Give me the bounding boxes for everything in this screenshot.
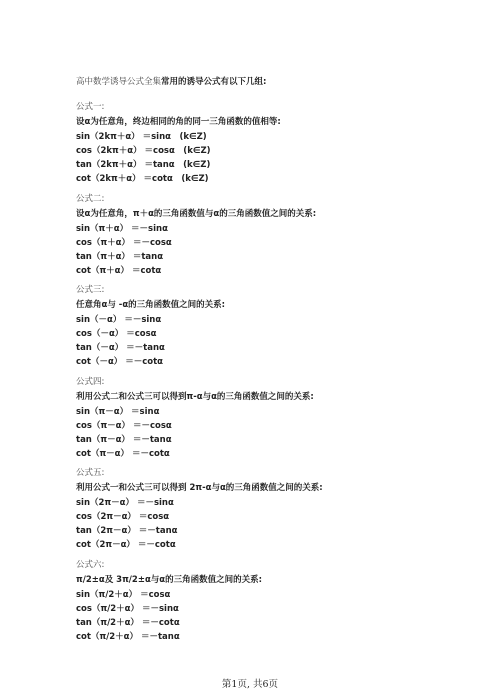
formula-line: cot（2kπ＋α） ＝cotα (k∈Z) xyxy=(76,174,209,184)
formula-line: sin（π/2＋α） ＝cosα xyxy=(76,590,171,600)
formula-line: cos（－α） ＝cosα xyxy=(76,329,157,339)
section-heading: 公式一: xyxy=(76,102,105,112)
formula-line: cot（2π－α） ＝－cotα xyxy=(76,540,176,550)
section-heading: 公式三: xyxy=(76,285,105,295)
formula-line: cos（2π－α） ＝cosα xyxy=(76,512,170,522)
formula-line: sin（－α） ＝－sinα xyxy=(76,315,162,325)
formula-line: cos（π－α） ＝－cosα xyxy=(76,421,172,431)
formula-line: cot（－α） ＝－cotα xyxy=(76,357,164,367)
intro-line xyxy=(76,76,266,88)
section-description: 利用公式一和公式三可以得到 2π-α与α的三角函数值之间的关系: xyxy=(76,483,323,493)
formula-line: cos（2kπ＋α） ＝cosα (k∈Z) xyxy=(76,146,211,156)
page-number-footer: 第1页, 共6页 xyxy=(221,679,279,690)
formula-section-3 xyxy=(76,284,476,370)
section-description: π/2±α及 3π/2±α与α的三角函数值之间的关系: xyxy=(76,575,263,585)
formula-line: cot（π/2＋α） ＝－tanα xyxy=(76,632,180,642)
formula-section-4 xyxy=(76,376,476,462)
formula-section-2 xyxy=(76,193,476,279)
section-heading: 公式五: xyxy=(76,468,105,478)
section-heading: 公式六: xyxy=(76,560,105,570)
formula-line: tan（π－α） ＝－tanα xyxy=(76,435,172,445)
intro-subtitle: 常用的诱导公式有以下几组: xyxy=(161,77,267,87)
formula-line: tan（2kπ＋α） ＝tanα (k∈Z) xyxy=(76,160,211,170)
formula-line: sin（π＋α） ＝－sinα xyxy=(76,224,168,234)
section-description: 设α为任意角，终边相同的角的同一三角函数的值相等: xyxy=(76,117,281,127)
section-heading: 公式四: xyxy=(76,377,105,387)
formula-line: tan（π/2＋α） ＝－cotα xyxy=(76,618,180,628)
section-heading: 公式二: xyxy=(76,194,105,204)
formula-line: cot（π－α） ＝－cotα xyxy=(76,449,170,459)
formula-line: tan（－α） ＝－tanα xyxy=(76,343,165,353)
formula-line: tan（2π－α） ＝－tanα xyxy=(76,526,178,536)
formula-line: cos（π＋α） ＝－cosα xyxy=(76,238,172,248)
formula-section-1 xyxy=(76,101,476,187)
formula-section-6 xyxy=(76,559,476,645)
formula-line: tan（π＋α） ＝tanα xyxy=(76,252,164,262)
formula-section-5 xyxy=(76,467,476,553)
formula-line: sin（π－α） ＝sinα xyxy=(76,407,160,417)
section-description: 设α为任意角，π＋α的三角函数值与α的三角函数值之间的关系: xyxy=(76,209,317,219)
intro-title: 高中数学诱导公式全集 xyxy=(76,77,162,87)
section-description: 任意角α与 -α的三角函数值之间的关系: xyxy=(76,300,226,310)
formula-line: cot（π＋α） ＝cotα xyxy=(76,266,162,276)
formula-line: cos（π/2＋α） ＝－sinα xyxy=(76,604,179,614)
formula-line: sin（2π－α） ＝－sinα xyxy=(76,498,174,508)
formula-line: sin（2kπ＋α） ＝sinα (k∈Z) xyxy=(76,132,207,142)
section-description: 利用公式二和公式三可以得到π-α与α的三角函数值之间的关系: xyxy=(76,392,314,402)
